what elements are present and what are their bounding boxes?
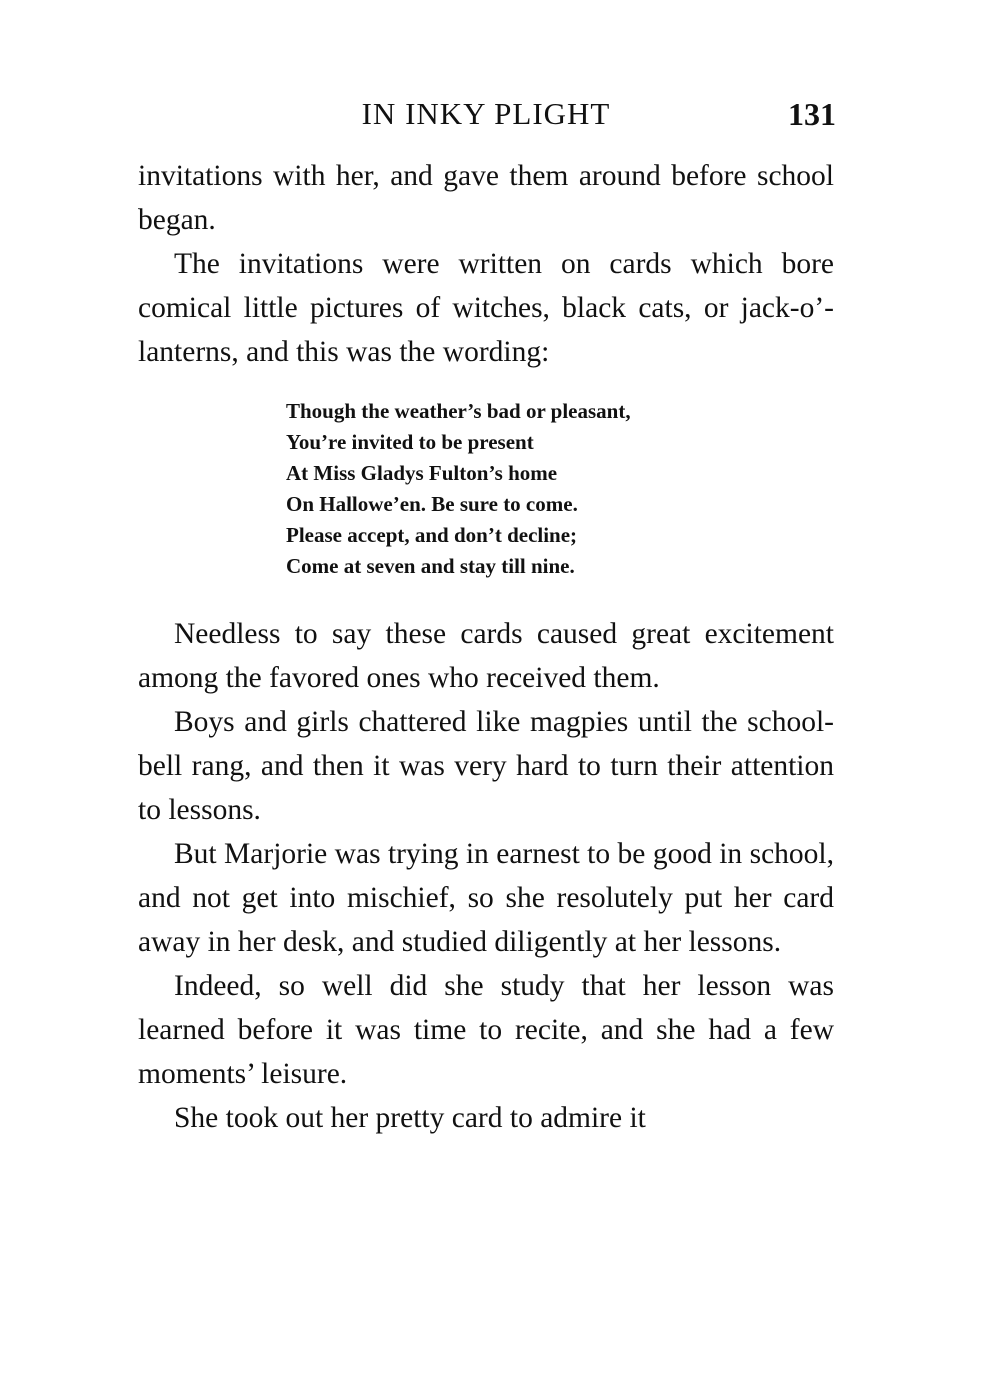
paragraph-invitations: The invitations were written on cards which bore comical little pictures of witches, black cats, or jack-o’-lanterns, and this was the wording: xyxy=(138,248,834,368)
running-head xyxy=(136,92,836,136)
verse-line: Though the weather’s bad or pleasant, xyxy=(286,399,631,423)
invitation-verse xyxy=(286,396,834,582)
paragraph-marjorie: But Marjorie was trying in earnest to be good in school, and not get into mischief, so she resolutely put her card away in her desk, and studied diligently at her lessons. xyxy=(138,838,834,958)
verse-line: At Miss Gladys Fulton’s home xyxy=(286,461,558,485)
paragraph-excitement: Needless to say these cards caused great excitement among the favored ones who received them. xyxy=(138,618,834,694)
paragraph-chatter: Boys and girls chattered like magpies until the school-bell rang, and then it was very hard to turn their attention to lessons. xyxy=(138,706,834,826)
body-text xyxy=(138,154,834,1140)
paragraph-continued: invitations with her, and gave them around before school began. xyxy=(138,160,834,236)
verse-line: Please accept, and don’t decline; xyxy=(286,523,578,547)
paragraph-study: Indeed, so well did she study that her lesson was learned before it was time to recite, and she had a few moments’ leisure. xyxy=(138,970,834,1090)
page-title: IN INKY PLIGHT xyxy=(361,96,611,131)
verse-line: Come at seven and stay till nine. xyxy=(286,554,575,578)
paragraph-card: She took out her pretty card to admire it xyxy=(174,1102,646,1134)
verse-line: On Hallowe’en. Be sure to come. xyxy=(286,492,578,516)
body-continuation xyxy=(138,612,834,1140)
page-number: 131 xyxy=(788,96,836,132)
verse-line: You’re invited to be present xyxy=(286,430,534,454)
